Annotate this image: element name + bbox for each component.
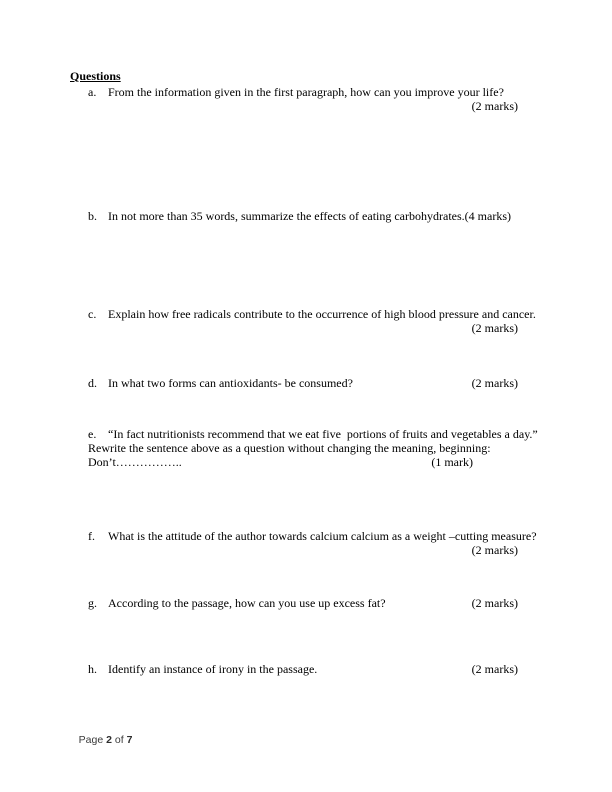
question-text: What is the attitude of the author towards calcium calcium as a weight –cutting measure?	[108, 529, 537, 543]
question-b	[88, 209, 540, 223]
question-letter: f.	[88, 529, 95, 543]
question-h	[88, 662, 540, 676]
marks-label: (4 marks)	[464, 209, 511, 223]
footer-page-number: 2	[106, 734, 112, 746]
question-text: Identify an instance of irony in the passage.	[108, 662, 318, 676]
page-footer	[67, 721, 132, 760]
question-text: According to the passage, how can you use up excess fat?	[108, 596, 386, 610]
marks-label: (2 marks)	[471, 596, 518, 610]
question-text: From the information given in the first paragraph, how can you improve your life?	[108, 85, 504, 99]
questions-heading: Questions	[70, 69, 121, 83]
question-letter: e.	[88, 427, 97, 441]
marks-label: (2 marks)	[471, 321, 518, 335]
question-letter: a.	[88, 85, 97, 99]
question-a	[88, 85, 540, 113]
question-text: In not more than 35 words, summarize the effects of eating carbohydrates.	[108, 209, 465, 223]
marks-label: (1 mark)	[431, 455, 473, 469]
marks-label: (2 marks)	[471, 376, 518, 390]
question-g	[88, 596, 540, 610]
footer-of-label: of	[111, 734, 127, 746]
footer-page-label: Page	[78, 734, 107, 746]
question-letter: c.	[88, 307, 97, 321]
question-d	[88, 376, 540, 390]
marks-label: (2 marks)	[471, 99, 518, 113]
question-e	[88, 427, 540, 469]
question-letter: b.	[88, 209, 97, 223]
footer-total-pages: 7	[126, 734, 133, 746]
question-f	[88, 529, 540, 557]
question-text: In what two forms can antioxidants- be consumed?	[108, 376, 353, 390]
question-quote-line: “In fact nutritionists recommend that we eat five portions of fruits and vegetables a day.”	[108, 427, 538, 441]
question-instruction-line: Rewrite the sentence above as a question without changing the meaning, beginning:	[88, 441, 491, 455]
question-text: Explain how free radicals contribute to the occurrence of high blood pressure and cancer.	[108, 307, 536, 321]
question-letter: h.	[88, 662, 97, 676]
marks-label: (2 marks)	[471, 662, 518, 676]
marks-label: (2 marks)	[471, 543, 518, 557]
question-letter: g.	[88, 596, 97, 610]
question-c	[88, 307, 540, 335]
question-letter: d.	[88, 376, 97, 390]
question-answer-stem: Don’t……………..	[88, 455, 182, 469]
